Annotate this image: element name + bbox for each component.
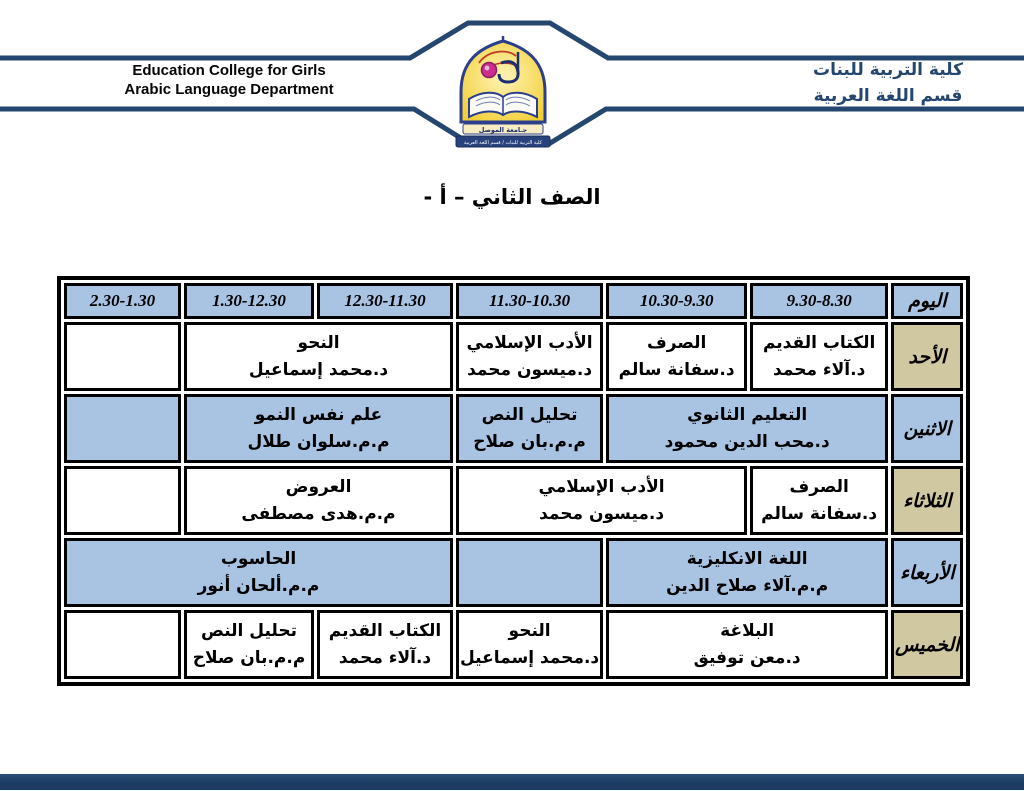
- teacher-name: د.محب الدين محمود: [664, 432, 830, 452]
- class-cell: [456, 466, 747, 535]
- logo-university-name: جـامعة الموصل: [478, 126, 528, 134]
- schedule-table: [57, 276, 970, 686]
- class-cell: [64, 538, 453, 607]
- day-row: [64, 466, 963, 535]
- logo-college-name: كلية التربية للبنات / قسم اللغة العربية: [463, 140, 543, 146]
- empty-cell: [64, 394, 181, 463]
- class-cell: [317, 610, 453, 679]
- teacher-name: م.م.بان صلاح: [192, 648, 306, 668]
- college-name-arabic: [808, 57, 968, 109]
- class-cell: [184, 322, 453, 391]
- day-label: الخميس: [891, 610, 963, 679]
- time-column-header: 2.30-1.30: [64, 283, 181, 319]
- subject-name: علم نفس النمو: [254, 405, 383, 425]
- class-cell: [606, 394, 888, 463]
- logo-gem-highlight: [485, 66, 490, 71]
- class-cell: [606, 538, 888, 607]
- day-column-header: اليوم: [891, 283, 963, 319]
- empty-cell: [64, 610, 181, 679]
- college-name-english: [100, 61, 358, 99]
- empty-cell: [456, 538, 603, 607]
- schedule-body: [64, 322, 963, 679]
- subject-name: تحليل النص: [481, 405, 578, 425]
- empty-cell: [64, 322, 181, 391]
- time-column-header: 1.30-12.30: [184, 283, 314, 319]
- university-logo: [456, 36, 550, 147]
- subject-name: البلاغة: [720, 621, 775, 641]
- subject-name: الكتاب القديم: [762, 333, 876, 353]
- subject-name: الأدب الإسلامي: [466, 333, 593, 353]
- logo-gem: [482, 63, 497, 78]
- teacher-name: م.م.هدى مصطفى: [241, 504, 396, 524]
- empty-cell: [64, 466, 181, 535]
- subject-name: النحو: [508, 621, 551, 641]
- day-row: [64, 538, 963, 607]
- time-column-header: 11.30-10.30: [456, 283, 603, 319]
- subject-name: اللغة الانكليزية: [686, 549, 808, 569]
- teacher-name: د.ميسون محمد: [467, 360, 593, 380]
- footer-bar: [0, 774, 1024, 790]
- teacher-name: د.آلاء محمد: [773, 360, 866, 380]
- teacher-name: د.ميسون محمد: [539, 504, 665, 524]
- subject-name: الكتاب القديم: [328, 621, 442, 641]
- class-cell: [456, 322, 603, 391]
- college-en-line2: Arabic Language Department: [124, 81, 334, 98]
- day-label: الثلاثاء: [891, 466, 963, 535]
- college-ar-line2: قسم اللغة العربية: [813, 86, 963, 106]
- teacher-name: د.محمد إسماعيل: [460, 648, 600, 668]
- page-title: الصف الثاني – أ -: [423, 185, 601, 209]
- day-label: الاثنين: [891, 394, 963, 463]
- day-label: الأحد: [891, 322, 963, 391]
- subject-name: تحليل النص: [201, 621, 297, 641]
- class-cell: [606, 610, 888, 679]
- day-row: [64, 322, 963, 391]
- college-en-line1: Education College for Girls: [132, 62, 326, 79]
- teacher-name: د.سفانة سالم: [761, 504, 878, 524]
- class-cell: [184, 610, 314, 679]
- class-cell: [184, 466, 453, 535]
- time-column-header: 12.30-11.30: [317, 283, 453, 319]
- teacher-name: د.معن توفيق: [693, 648, 801, 668]
- subject-name: الصرف: [647, 333, 707, 353]
- table-header-row: [64, 283, 963, 319]
- class-cell: [750, 466, 888, 535]
- teacher-name: د.آلاء محمد: [338, 648, 432, 668]
- class-cell: [750, 322, 888, 391]
- teacher-name: د.محمد إسماعيل: [248, 360, 389, 380]
- teacher-name: م.م.آلاء صلاح الدين: [666, 576, 829, 596]
- subject-name: الحاسوب: [220, 549, 297, 569]
- teacher-name: م.م.سلوان طلال: [247, 432, 390, 452]
- subject-name: الأدب الإسلامي: [538, 477, 665, 497]
- teacher-name: م.م.بان صلاح: [473, 432, 586, 452]
- class-cell: [606, 322, 747, 391]
- teacher-name: م.م.ألحان أنور: [197, 576, 320, 596]
- time-column-header: 10.30-9.30: [606, 283, 747, 319]
- teacher-name: د.سفانة سالم: [618, 360, 735, 380]
- class-cell: [456, 610, 603, 679]
- subject-name: الصرف: [789, 477, 849, 497]
- day-row: [64, 394, 963, 463]
- day-row: [64, 610, 963, 679]
- college-ar-line1: كلية التربية للبنات: [813, 60, 963, 80]
- time-column-header: 9.30-8.30: [750, 283, 888, 319]
- class-cell: [456, 394, 603, 463]
- subject-name: العروض: [285, 477, 352, 497]
- subject-name: التعليم الثانوي: [687, 405, 808, 425]
- class-cell: [184, 394, 453, 463]
- day-label: الأربعاء: [891, 538, 963, 607]
- subject-name: النحو: [297, 333, 340, 353]
